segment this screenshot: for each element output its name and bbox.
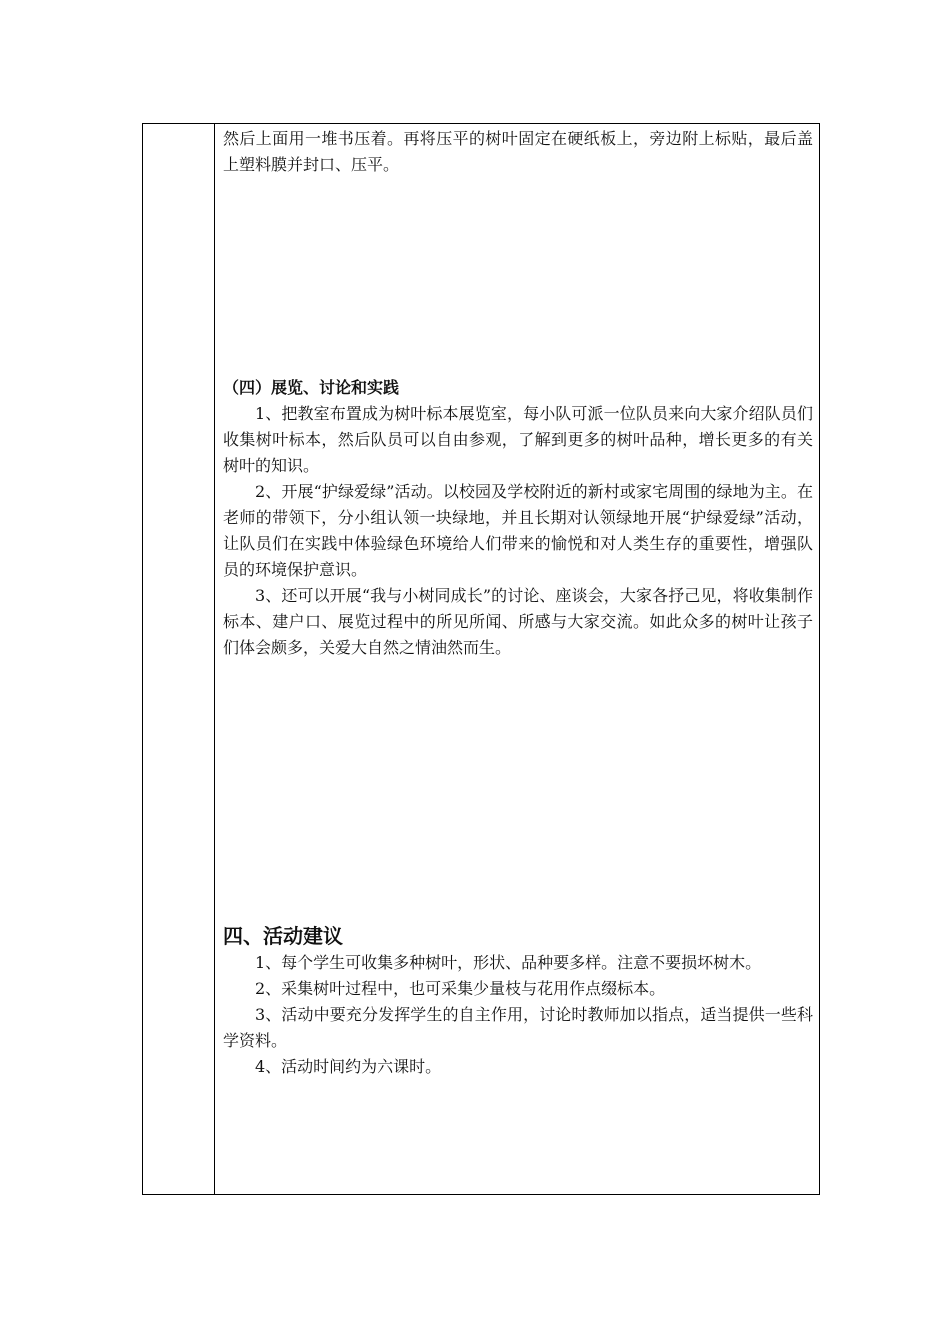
exhibition-paragraph-3: 3、还可以开展“我与小树同成长”的讨论、座谈会，大家各抒己见，将收集制作标本、建户口、展览过程中的所见所闻、所感与大家交流。如此众多的树叶让孩子们体会颇多，关爱大自然之情油然而生。 bbox=[223, 586, 813, 657]
suggestions-section bbox=[223, 922, 813, 1080]
continuation-paragraph: 然后上面用一堆书压着。再将压平的树叶固定在硬纸板上，旁边附上标贴，最后盖上塑料膜并封口、压平。 bbox=[223, 129, 813, 174]
suggestion-item-2: 2、采集树叶过程中，也可采集少量枝与花用作点缀标本。 bbox=[255, 979, 666, 998]
table-left-column bbox=[143, 124, 215, 1194]
suggestion-item-4: 4、活动时间约为六课时。 bbox=[255, 1057, 442, 1076]
suggestion-item-3: 3、活动中要充分发挥学生的自主作用，讨论时教师加以指点，适当提供一些科学资料。 bbox=[223, 1005, 813, 1050]
exhibition-section bbox=[223, 375, 813, 661]
document-table bbox=[142, 123, 820, 1195]
continuation-block bbox=[223, 126, 813, 178]
exhibition-paragraph-1: 1、把教室布置成为树叶标本展览室，每小队可派一位队员来向大家介绍队员们收集树叶标本，然后队员可以自由参观，了解到更多的树叶品种，增长更多的有关树叶的知识。 bbox=[223, 404, 813, 475]
suggestions-heading: 四、活动建议 bbox=[223, 924, 343, 948]
suggestion-item-1: 1、每个学生可收集多种树叶，形状、品种要多样。注意不要损坏树木。 bbox=[255, 953, 762, 972]
exhibition-heading: （四）展览、讨论和实践 bbox=[223, 378, 400, 397]
table-content-cell bbox=[215, 124, 819, 1194]
exhibition-paragraph-2: 2、开展“护绿爱绿”活动。以校园及学校附近的新村或家宅周围的绿地为主。在老师的带领下，分小组认领一块绿地，并且长期对认领绿地开展“护绿爱绿”活动，让队员们在实践中体验绿色环境给人们带来的愉悦和对人类生存的重要性，增强队员的环境保护意识。 bbox=[223, 482, 813, 579]
